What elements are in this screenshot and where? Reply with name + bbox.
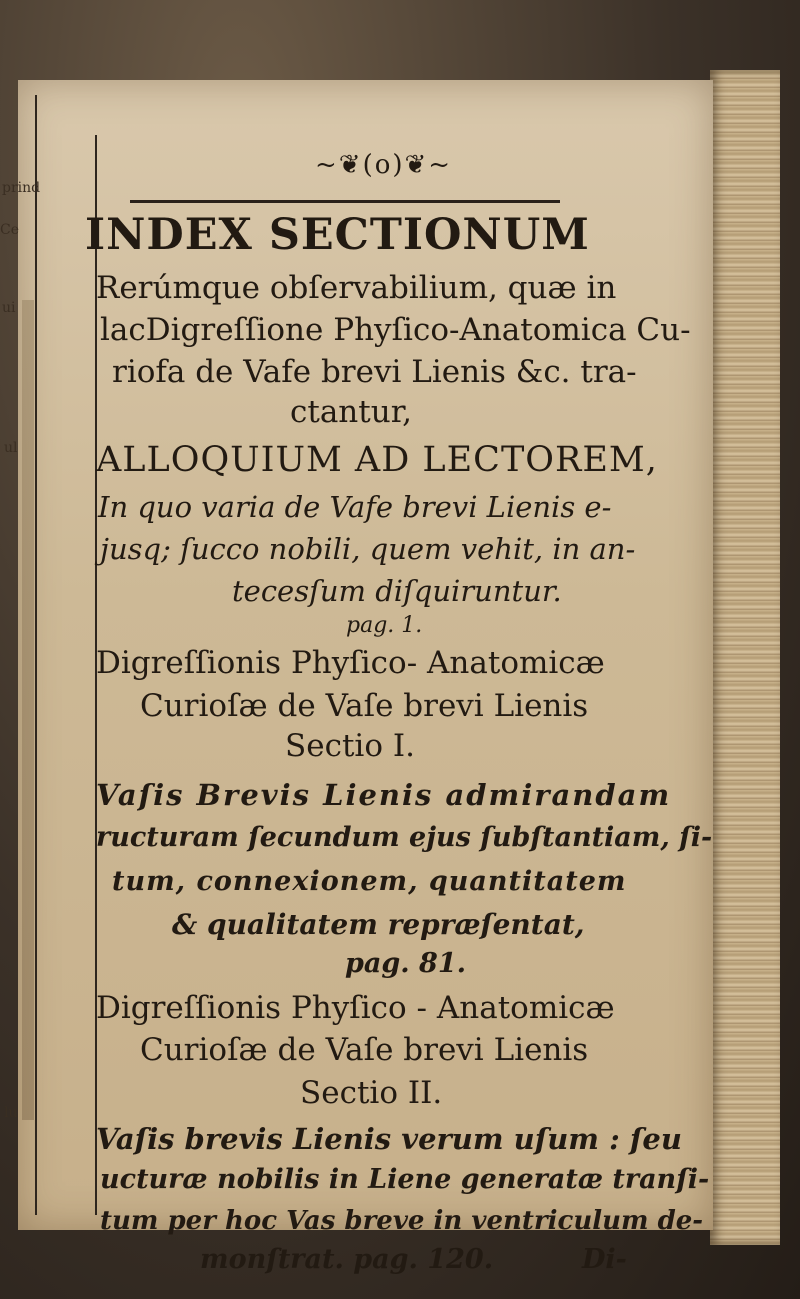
entry-italic-line: ucturæ nobilis in Liene generatæ tranſi- xyxy=(100,1164,710,1195)
entry-italic-line: jusq; ſucco nobili, quem vehit, in an- xyxy=(100,532,636,566)
section-heading: ALLOQUIUM AD LECTOREM, xyxy=(96,440,658,480)
margin-fragment: lu xyxy=(4,1105,18,1121)
entry-italic-line: ructuram ſecundum ejus ſubſtantiam, ſi- xyxy=(96,822,713,853)
entry-text-line: Rerúmque obſervabilium, quæ in xyxy=(96,270,617,306)
margin-fragment: ul xyxy=(4,440,18,456)
page-reference: pag. 1. xyxy=(346,613,423,638)
entry-text-line: Curioſæ de Vaſe brevi Lienis xyxy=(140,688,589,724)
margin-fragment: ui xyxy=(2,300,16,316)
section-label: Sectio I. xyxy=(285,728,415,764)
entry-italic-line: In quo varia de Vafe brevi Lienis e- xyxy=(98,490,612,524)
margin-fragment: Ce xyxy=(0,222,19,238)
page-title: INDEX SECTIONUM xyxy=(85,210,590,260)
entry-italic-line: & qualitatem repræſentat, xyxy=(172,908,585,941)
entry-text-line: ctantur, xyxy=(290,394,412,430)
header-ornament: ~❦(o)❦~ xyxy=(315,150,453,180)
margin-fragment: prind xyxy=(2,180,41,196)
catchword: Di- xyxy=(582,1244,627,1275)
entry-italic-line: tum, connexionem, quantitatem xyxy=(112,866,627,897)
entry-text-line: riofa de Vafe brevi Lienis &c. tra- xyxy=(112,354,637,390)
previous-page-edge xyxy=(22,300,34,1120)
entry-text-line: Curioſæ de Vaſe brevi Lienis xyxy=(140,1032,589,1068)
entry-italic-line: tecesſum diſquiruntur. xyxy=(232,574,562,608)
entry-text-line: lacDigreſſione Phyſico-Anatomica Cu- xyxy=(100,312,691,348)
entry-text-line: Digreſſionis Phyſico- Anatomicæ xyxy=(96,645,605,681)
entry-italic-line: Vaſis brevis Lienis verum uſum : ſeu xyxy=(96,1122,682,1156)
page-reference: pag. 81. xyxy=(345,948,467,979)
section-label: Sectio II. xyxy=(300,1075,443,1111)
page-fore-edge xyxy=(710,70,780,1245)
gutter-line xyxy=(35,95,37,1215)
entry-italic-line: Vaſis Brevis Lienis admirandam xyxy=(96,778,672,812)
entry-italic-line: tum per hoc Vas breve in ventriculum de- xyxy=(100,1206,704,1236)
entry-text-line: Digreſſionis Phyſico - Anatomicæ xyxy=(96,990,615,1026)
header-rule xyxy=(130,200,560,203)
entry-italic-line: monſtrat. pag. 120. xyxy=(200,1244,494,1275)
